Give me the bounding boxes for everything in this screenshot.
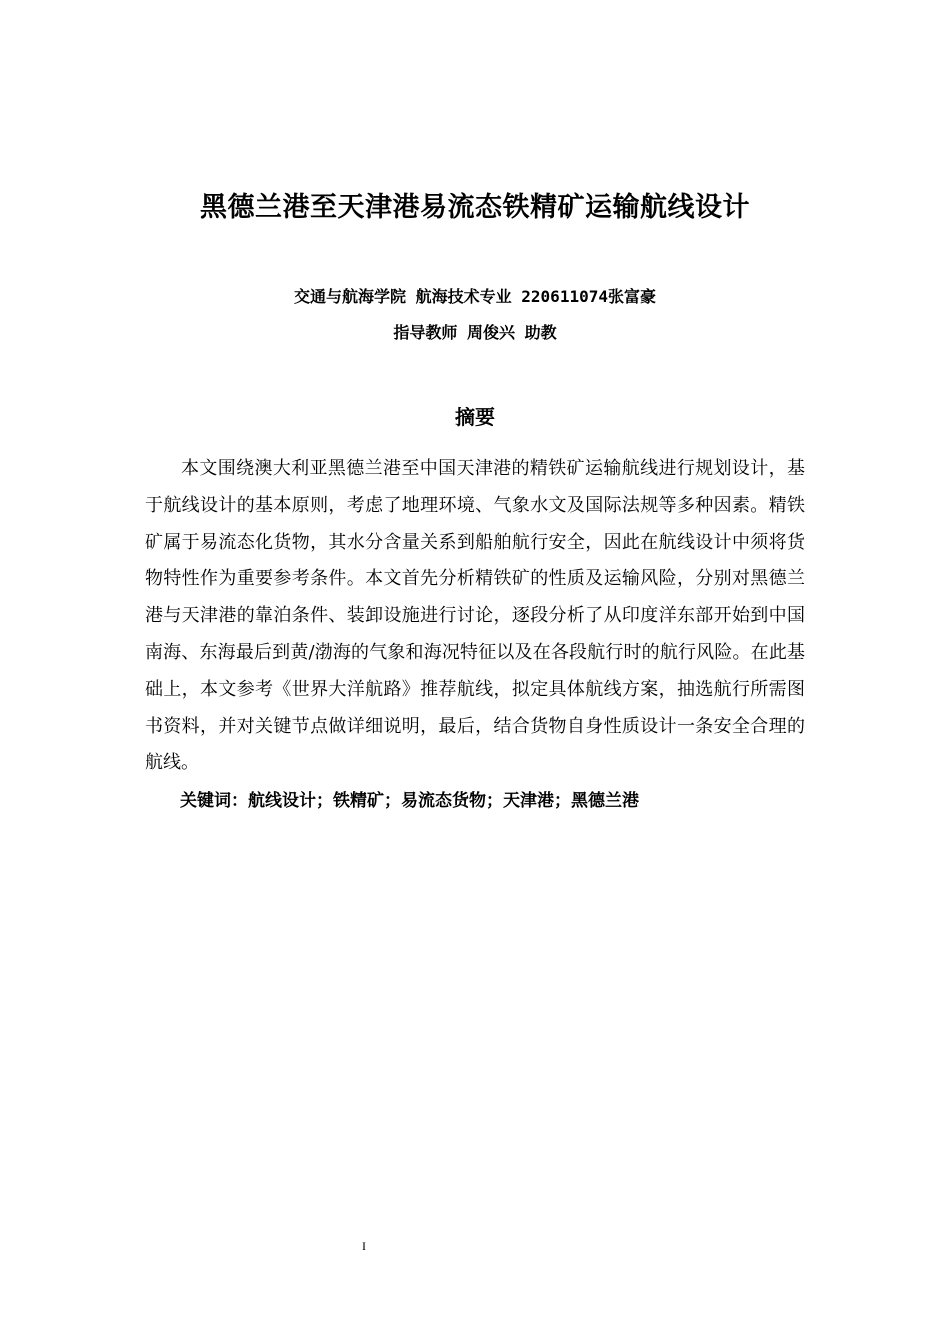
abstract-heading: 摘要 <box>455 405 495 429</box>
author-info: 交通与航海学院 航海技术专业 220611074张富豪 <box>294 287 656 306</box>
keywords-line: 关键词：航线设计；铁精矿；易流态货物；天津港；黑德兰港 <box>180 791 639 811</box>
page-number: I <box>362 1239 366 1253</box>
abstract-body: 本文围绕澳大利亚黑德兰港至中国天津港的精铁矿运输航线进行规划设计，基于航线设计的基本原则，考虑了地理环境、气象水文及国际法规等多种因素。精铁矿属于易流态化货物，其水分含量关系到船舶航行安全，因此在航线设计中须将货物特性作为重要参考条件。本文首先分析精铁矿的性质及运输风险，分别对黑德兰港与天津港的靠泊条件、装卸设施进行讨论，逐段分析了从印度洋东部开始到中国南海、东海最后到黄/渤海的气象和海况特征以及在各段航行时的航行风险。在此基础上，本文参考《世界大洋航路》推荐航线，拟定具体航线方案，抽选航行所需图书资料，并对关键节点做详细说明，最后，结合货物自身性质设计一条安全合理的航线。 <box>145 458 805 774</box>
document-title: 黑德兰港至天津港易流态铁精矿运输航线设计 <box>200 192 750 223</box>
advisor-info: 指导教师 周俊兴 助教 <box>393 323 557 342</box>
